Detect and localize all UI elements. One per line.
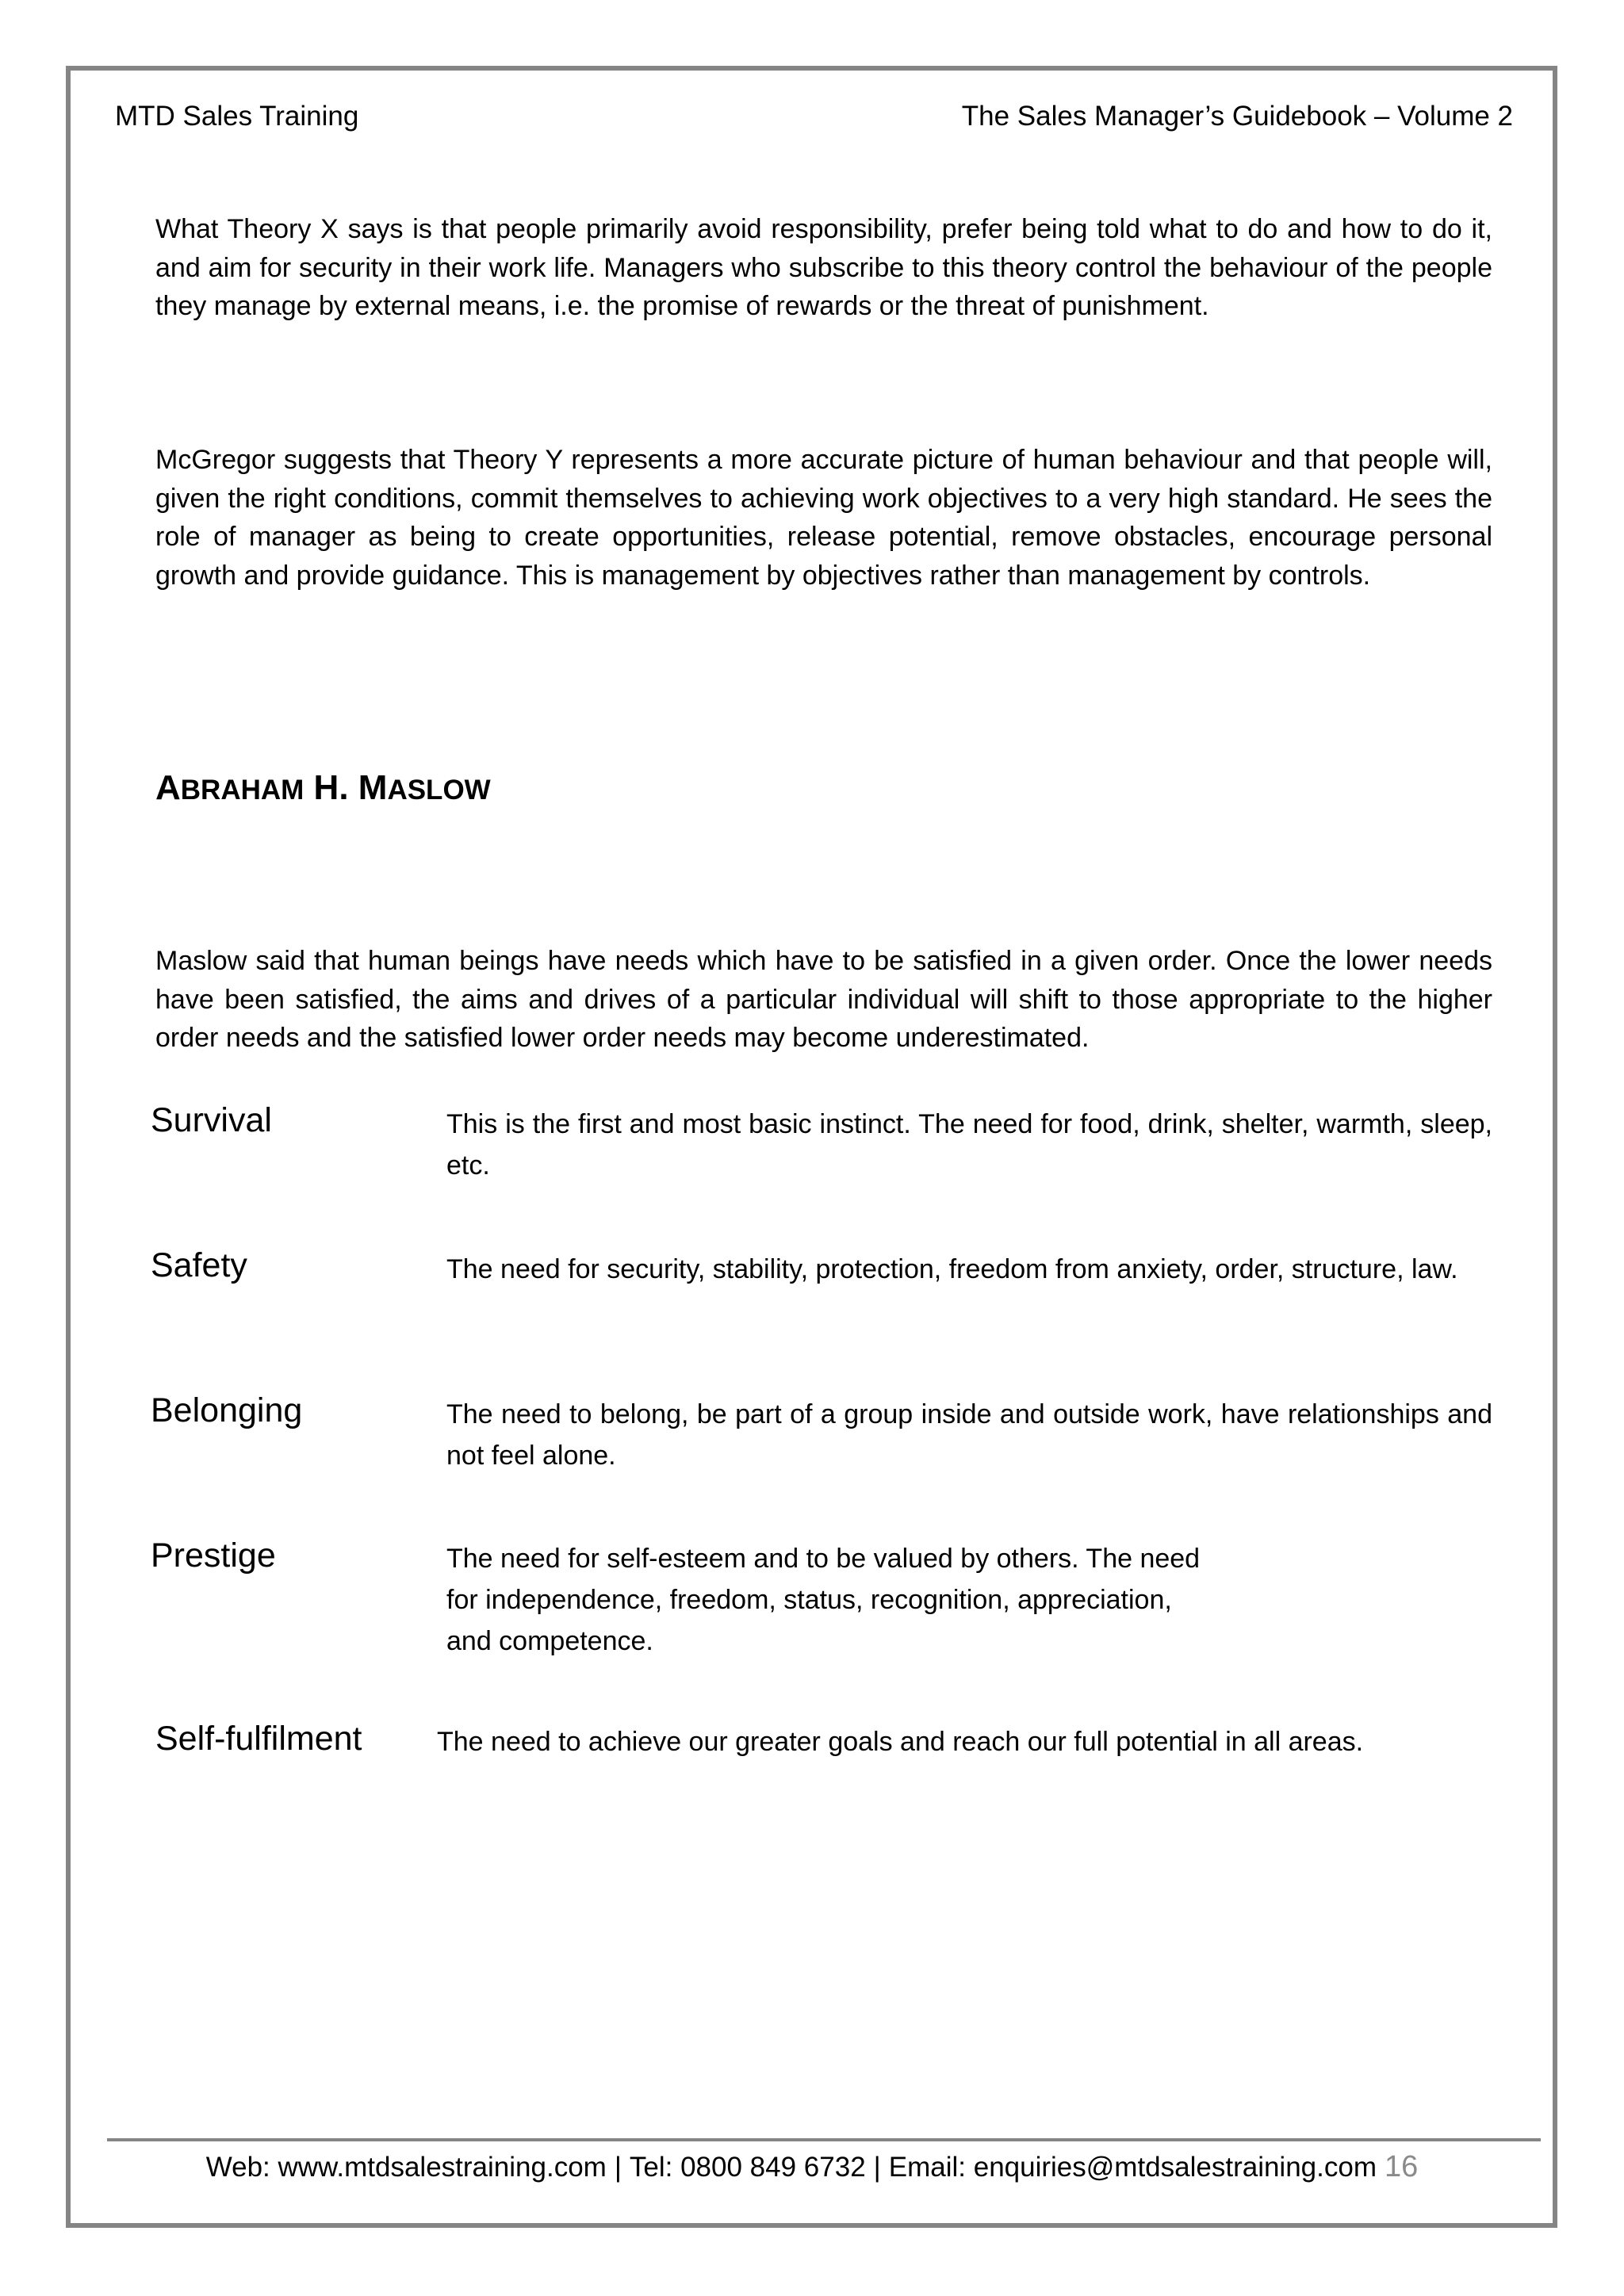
need-term-prestige: Prestige: [151, 1536, 276, 1575]
heading-cap-a: A: [155, 768, 181, 807]
footer-contact-line: [0, 2150, 1624, 2184]
heading-cap-m: M: [358, 768, 388, 807]
footer-separator-2: |: [873, 2152, 881, 2183]
heading-rest-braham: BRAHAM: [180, 775, 304, 806]
need-term-safety: Safety: [151, 1246, 247, 1284]
header-company-name: MTD Sales Training: [115, 101, 359, 132]
prestige-line-3: and competence.: [446, 1626, 653, 1656]
need-description-belonging: The need to belong, be part of a group inside and outside work, have relationships and not feel alone.: [446, 1399, 1492, 1471]
footer-email: Email: enquiries@mtdsalestraining.com: [888, 2152, 1377, 2183]
theory-y-paragraph: McGregor suggests that Theory Y represents a more accurate picture of human behaviour and that people will, given the right conditions, commit themselves to achieving work objectives to a very high standard. He sees the role of manager as being to create opportunities, release potential, remove obstacles, encourage personal growth and provide guidance. This is management by objectives rather than management by controls.: [155, 445, 1492, 591]
footer-web: Web: www.mtdsalestraining.com: [205, 2152, 607, 2183]
need-description-prestige: [446, 1538, 1255, 1662]
need-term-belonging: Belonging: [151, 1391, 303, 1429]
heading-middle-initial: H.: [304, 768, 358, 807]
footer-tel: Tel: 0800 849 6732: [629, 2152, 866, 2183]
need-term-self-fulfilment: Self-fulfilment: [155, 1720, 362, 1758]
need-description-safety: The need for security, stability, protection, freedom from anxiety, order, structure, law.: [446, 1254, 1458, 1284]
prestige-line-1: The need for self-esteem and to be valued by others. The need: [446, 1544, 1201, 1574]
page-number: 16: [1384, 2150, 1419, 2183]
prestige-line-2: for independence, freedom, status, recognition, appreciation,: [446, 1585, 1172, 1615]
need-term-survival: Survival: [151, 1101, 272, 1139]
footer-divider: [107, 2138, 1541, 2141]
maslow-intro-paragraph: Maslow said that human beings have needs which have to be satisfied in a given order. Once the lower needs have been satisfied, the aims and drives of a particular individual will shift to those appropriate to the higher order needs and the satisfied lower order needs may become underestimated.: [155, 946, 1492, 1053]
section-heading-maslow: [155, 767, 491, 811]
header-book-title: The Sales Manager’s Guidebook – Volume 2: [961, 101, 1513, 132]
footer-separator-1: |: [614, 2152, 622, 2183]
need-description-self-fulfilment: The need to achieve our greater goals and reach our full potential in all areas.: [437, 1727, 1364, 1757]
theory-x-paragraph: What Theory X says is that people primarily avoid responsibility, prefer being told what to do and how to do it, and aim for security in their work life. Managers who subscribe to this theory control the behaviour of the people they manage by external means, i.e. the promise of rewards or the threat of punishment.: [155, 214, 1492, 321]
heading-rest-aslow: ASLOW: [387, 775, 491, 806]
need-description-survival: This is the first and most basic instinct. The need for food, drink, shelter, warmth, sleep, etc.: [446, 1109, 1492, 1181]
